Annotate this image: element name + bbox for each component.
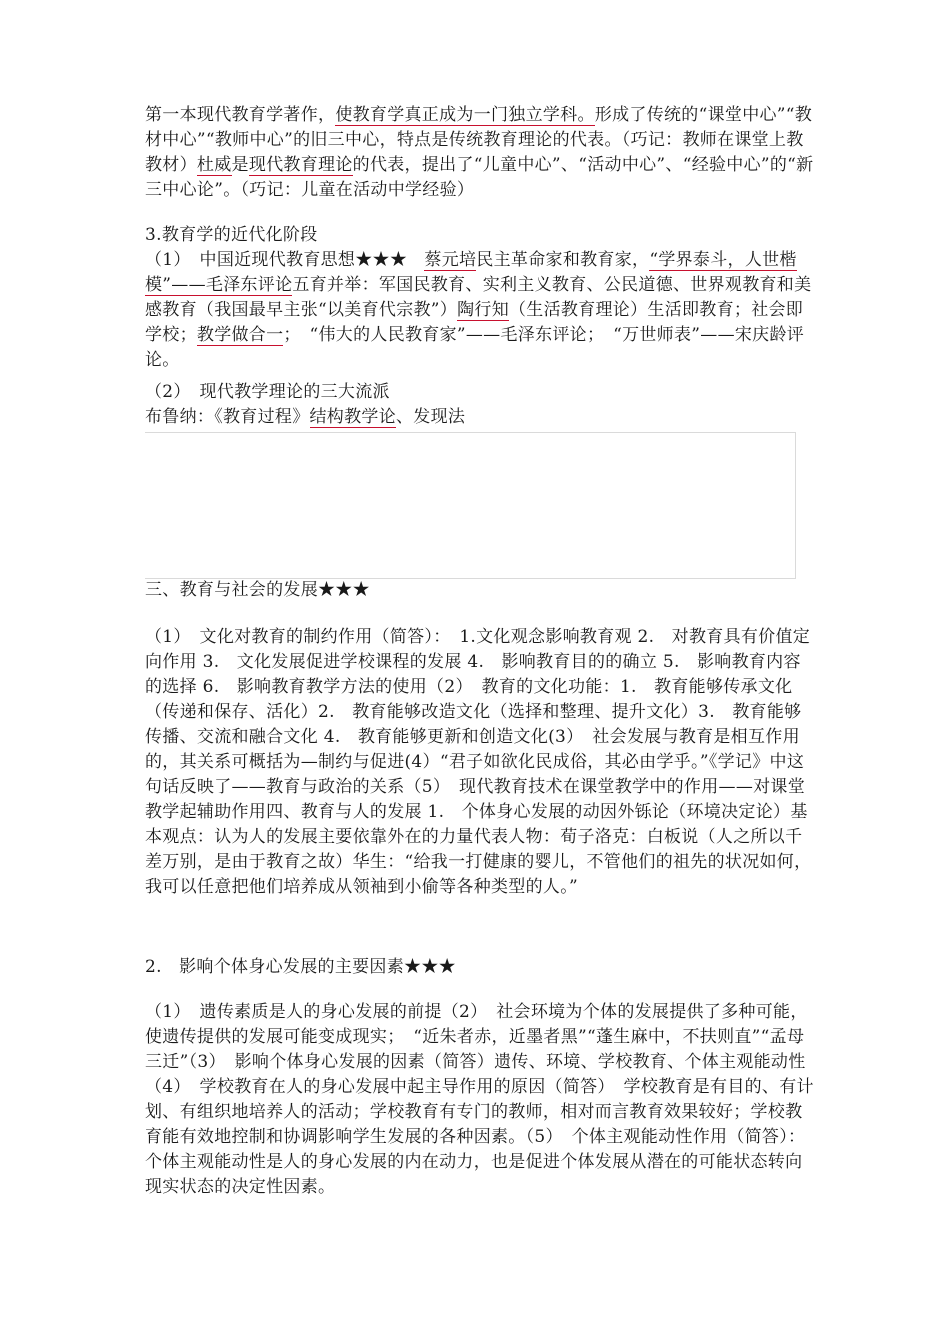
text-run: 的代表，提出了“儿童中心”、“活动中心”、“经验中心”的“新三中心论”。（巧记：儿童在活动中学经验） xyxy=(145,155,814,200)
paragraph-development-factors: （1） 遗传素质是人的身心发展的前提（2） 社会环境为个体的发展提供了多种可能，使遗传提供的发展可能变成现实； “近朱者赤，近墨者黑”“蓬生麻中，不扶则直”“孟母三迁”（3） 影响个体身心发展的因素（简答）遗传、环境、学校教育、个体主观能动性（4） 学校教育在人的身心发展中起主导作用的原因（简答） 学校教育是有目的、有计划、有组织地培养人的活动；学校教育有专门的教师，相对而言教育效果较好；学校教育能有效地控制和协调影响学生发展的各种因素。（5） 个体主观能动性作用（简答）：个体主观能动性是人的身心发展的内在动力，也是促进个体发展从潜在的可能状态转向现实状态的决定性因素。 xyxy=(145,1002,814,1197)
text-run: 形成了传统的“课堂中心”“教材中心”“教师中心”的旧三中心，特点是传统教育理论的代表。（巧记：教师在课堂上教教材） xyxy=(145,105,813,175)
text-run: （1） 中国近现代教育思想★★★ xyxy=(145,250,425,270)
paragraph-textbook-history xyxy=(145,103,817,203)
paragraph-chinese-educators xyxy=(145,248,817,373)
underlined-text: 陶行知 xyxy=(457,300,509,320)
text-run: 第一本现代教育学著作， xyxy=(145,105,336,125)
underlined-text: 杜威 xyxy=(196,155,232,175)
paragraph-three-schools: （2） 现代教学理论的三大流派 xyxy=(145,382,390,402)
empty-frame xyxy=(145,432,796,579)
underlined-text: “学界泰斗，人世楷模”——毛泽东评论 xyxy=(145,250,797,295)
underlined-text: 现代教育理论 xyxy=(248,155,353,175)
underlined-text: 蔡元培 xyxy=(424,250,477,270)
text-run: 民主革命家和教育家， xyxy=(476,250,650,270)
paragraph-culture-education: （1） 文化对教育的制约作用（简答）： 1.文化观念影响教育观 2. 对教育具有价值定向作用 3. 文化发展促进学校课程的发展 4. 影响教育目的的确立 5. 影响教育内容的选择 6. 影响教育教学方法的使用（2） 教育的文化功能：1. 教育能够传承文化（传递和保存、活化）2. 教育能够改造文化（选择和整理、提升文化）3. 教育能够传播、交流和融合文化 4. 教育能够更新和创造文化(3） 社会发展与教育是相互作用的，其关系可概括为—制约与促进(4）“君子如欲化民成俗，其必由学乎。”《学记》中这句话反映了——教育与政治的关系（5） 现代教育技术在课堂教学中的作用——对课堂教学起辅助作用四、教育与人的发展 1. 个体身心发展的动因外铄论（环境决定论）基本观点：认为人的发展主要依靠外在的力量代表人物：荀子洛克：白板说（人之所以千差万别，是由于教育之故）华生：“给我一打健康的婴儿，不管他们的祖先的状况如何，我可以任意把他们培养成从领袖到小偷等各种类型的人。” xyxy=(145,627,812,897)
text-run: 布鲁纳：《教育过程》 xyxy=(145,407,310,427)
section-heading-education-society: 三、教育与社会的发展★★★ xyxy=(145,580,370,600)
underlined-text: 结构教学论 xyxy=(309,407,396,427)
text-run: （生活教育理论）生活即教育；社会即学校； xyxy=(145,300,804,345)
paragraph-bruner xyxy=(145,405,817,430)
underlined-text: 使教育学真正成为一门独立学科。 xyxy=(335,105,595,125)
heading-development-factors: 2. 影响个体身心发展的主要因素★★★ xyxy=(145,957,456,977)
text-run: 是 xyxy=(231,155,249,175)
text-run: 五育并举：军国民教育、实利主义教育、公民道德、世界观教育和美感教育（我国最早主张“以美育代宗教”） xyxy=(145,275,812,320)
text-run: 、发现法 xyxy=(396,407,466,427)
underlined-text: 教学做合一 xyxy=(196,325,284,345)
text-run: ； “伟大的人民教育家”——毛泽东评论； “万世师表”——宋庆龄评论。 xyxy=(145,325,805,370)
heading-modernization-stage: 3.教育学的近代化阶段 xyxy=(145,225,318,245)
